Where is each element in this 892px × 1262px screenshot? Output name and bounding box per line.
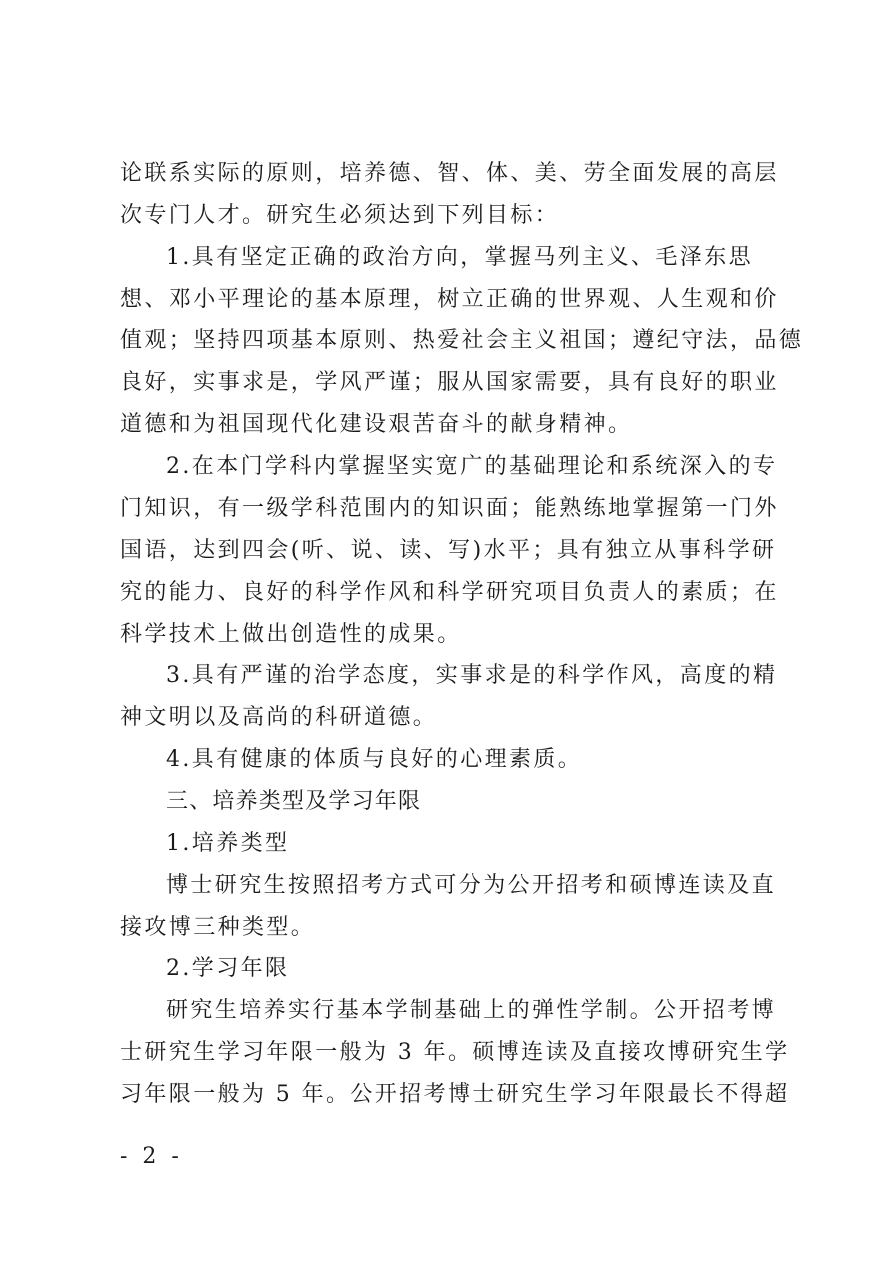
body-text-line: 值观；坚持四项基本原则、热爱社会主义祖国；遵纪守法，品德 [120,328,804,353]
body-text-line: 习年限一般为 5 年。公开招考博士研究生学习年限最长不得超 [120,1082,790,1107]
body-text-line: 博士研究生按照招考方式可分为公开招考和硕博连读及直 [166,873,777,898]
body-text-line: 科学技术上做出创造性的成果。 [120,622,462,647]
section-heading: 三、培养类型及学习年限 [166,789,422,814]
body-text-line: 神文明以及高尚的科研道德。 [120,705,438,730]
body-text-line: 次专门人才。研究生必须达到下列目标： [120,203,560,228]
body-text-line: 道德和为祖国现代化建设艰苦奋斗的献身精神。 [120,412,633,437]
subheading-study-years: 2.学习年限 [166,956,290,981]
body-text-line: 接攻博三种类型。 [120,915,316,940]
list-item-1-line: 1.具有坚定正确的政治方向，掌握马列主义、毛泽东思 [166,245,753,270]
list-item-4-line: 4.具有健康的体质与良好的心理素质。 [166,747,583,772]
body-text-line: 究的能力、良好的科学作风和科学研究项目负责人的素质；在 [120,580,779,605]
subheading-training-type: 1.培养类型 [166,831,290,856]
body-text-line: 想、邓小平理论的基本原理，树立正确的世界观、人生观和价 [120,287,779,312]
list-item-2-line: 2.在本门学科内掌握坚实宽广的基础理论和系统深入的专 [166,454,778,479]
body-text-line: 研究生培养实行基本学制基础上的弹性学制。公开招考博 [166,998,777,1023]
body-text-line: 国语，达到四会(听、说、读、写)水平；具有独立从事科学研 [120,538,777,563]
list-item-3-line: 3.具有严谨的治学态度，实事求是的科学作风，高度的精 [166,663,778,688]
body-text-line: 良好，实事求是，学风严谨；服从国家需要，具有良好的职业 [120,370,779,395]
body-text-line: 论联系实际的原则，培养德、智、体、美、劳全面发展的高层 [120,161,779,186]
body-text-line: 门知识，有一级学科范围内的知识面；能熟练地掌握第一门外 [120,496,779,521]
page-number: - 2 - [120,1144,183,1169]
body-text-line: 士研究生学习年限一般为 3 年。硕博连读及直接攻博研究生学 [120,1040,790,1065]
